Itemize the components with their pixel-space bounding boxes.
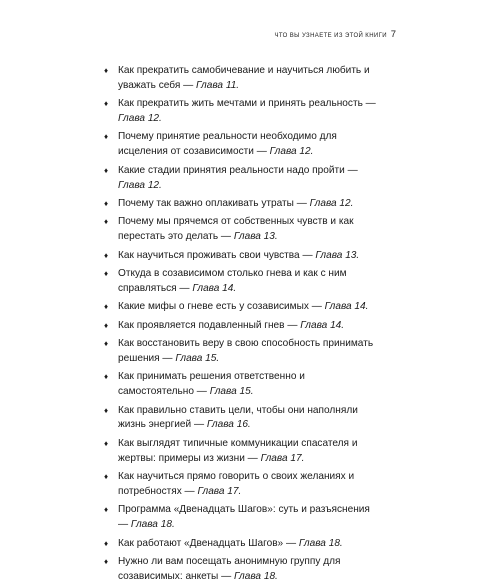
list-item (104, 97, 379, 127)
diamond-bullet-icon: ♦ (104, 505, 109, 515)
chapter-reference: Глава 18. (130, 519, 175, 531)
diamond-bullet-icon: ♦ (104, 269, 109, 279)
diamond-bullet-icon: ♦ (104, 132, 109, 142)
list-item (104, 197, 379, 212)
list-item (104, 319, 379, 334)
item-text: Почему так важно оплакивать утраты — (118, 197, 310, 209)
diamond-bullet-icon: ♦ (104, 372, 109, 382)
list-item (104, 370, 379, 400)
chapter-reference: Глава 11. (196, 79, 240, 91)
chapter-reference: Глава 15. (175, 352, 220, 364)
diamond-bullet-icon: ♦ (104, 165, 109, 175)
diamond-bullet-icon: ♦ (104, 302, 109, 312)
item-text: Как работают «Двенадцать Шагов» — (118, 537, 299, 549)
list-item (104, 215, 379, 245)
chapter-reference: Глава 18. (234, 570, 278, 582)
page-number: 7 (390, 29, 396, 40)
item-text: Почему мы прячемся от собственных чувств и как перестать это делать — (118, 216, 354, 243)
item-text: Какие мифы о гневе есть у созависимых — (118, 301, 325, 313)
chapter-reference: Глава 12. (309, 197, 354, 209)
diamond-bullet-icon: ♦ (104, 198, 109, 208)
item-text: Как прекратить самобичевание и научиться любить и уважать себя — (118, 65, 370, 91)
list-item (104, 130, 379, 160)
item-text: Как научиться прямо говорить о своих желаниях и потребностях — (118, 471, 355, 497)
list-item (104, 249, 379, 264)
chapter-reference: Глава 16. (206, 419, 251, 431)
item-text: Нужно ли вам посещать анонимную группу для созависимых: анкеты — (118, 556, 341, 582)
item-text: Как научиться проживать свои чувства — (118, 249, 316, 261)
diamond-bullet-icon: ♦ (104, 320, 109, 330)
list-item (104, 300, 379, 315)
diamond-bullet-icon: ♦ (104, 66, 109, 75)
list-item (104, 404, 379, 434)
chapter-reference: Глава 18. (298, 537, 343, 549)
chapter-reference: Глава 13. (315, 249, 360, 261)
running-header (0, 29, 500, 45)
diamond-bullet-icon: ♦ (104, 438, 109, 448)
item-text: Как правильно ставить цели, чтобы они наполняли жизнь энергией — (118, 404, 358, 431)
chapter-reference: Глава 14. (324, 301, 369, 313)
list-item (104, 64, 379, 94)
chapter-reference: Глава 12. (118, 113, 162, 125)
diamond-bullet-icon: ♦ (104, 339, 109, 349)
diamond-bullet-icon: ♦ (104, 557, 109, 566)
chapter-reference: Глава 14. (300, 319, 345, 331)
item-text: Программа «Двенадцать Шагов»: суть и разъяснения — (118, 504, 370, 531)
chapter-reference: Глава 17. (197, 485, 242, 497)
list-item (104, 337, 379, 367)
topics-list (104, 64, 379, 588)
item-text: Как восстановить веру в свою способность принимать решения — (118, 338, 374, 364)
item-text: Как выглядят типичные коммуникации спасателя и жертвы: примеры из жизни — (118, 437, 358, 464)
diamond-bullet-icon: ♦ (104, 250, 109, 260)
chapter-reference: Глава 14. (192, 282, 237, 294)
diamond-bullet-icon: ♦ (104, 538, 109, 548)
diamond-bullet-icon: ♦ (104, 472, 109, 482)
list-item (104, 555, 379, 585)
item-text: Почему принятие реальности необходимо для исцеления от созависимости — (118, 131, 337, 158)
chapter-reference: Глава 12. (118, 179, 162, 191)
item-text: Какие стадии принятия реальности надо пройти — (118, 164, 358, 176)
running-title: что вы узнаете из этой книги (274, 29, 387, 39)
chapter-reference: Глава 13. (233, 231, 278, 243)
item-text: Как проявляется подавленный гнев — (118, 319, 301, 331)
list-item (104, 267, 379, 297)
chapter-reference: Глава 12. (269, 146, 314, 158)
chapter-reference: Глава 17. (260, 452, 305, 464)
item-text: Как принимать решения ответственно и самостоятельно — (118, 371, 305, 398)
list-item (104, 437, 379, 467)
item-text: Как прекратить жить мечтами и принять реальность — (118, 98, 376, 110)
diamond-bullet-icon: ♦ (104, 405, 109, 415)
diamond-bullet-icon: ♦ (104, 217, 109, 227)
item-text: Откуда в созависимом столько гнева и как с ним справляться — (118, 268, 347, 294)
chapter-reference: Глава 15. (209, 386, 254, 398)
list-item (104, 164, 379, 194)
list-item (104, 470, 379, 500)
list-item (104, 503, 379, 533)
diamond-bullet-icon: ♦ (104, 99, 109, 109)
list-item (104, 537, 379, 552)
